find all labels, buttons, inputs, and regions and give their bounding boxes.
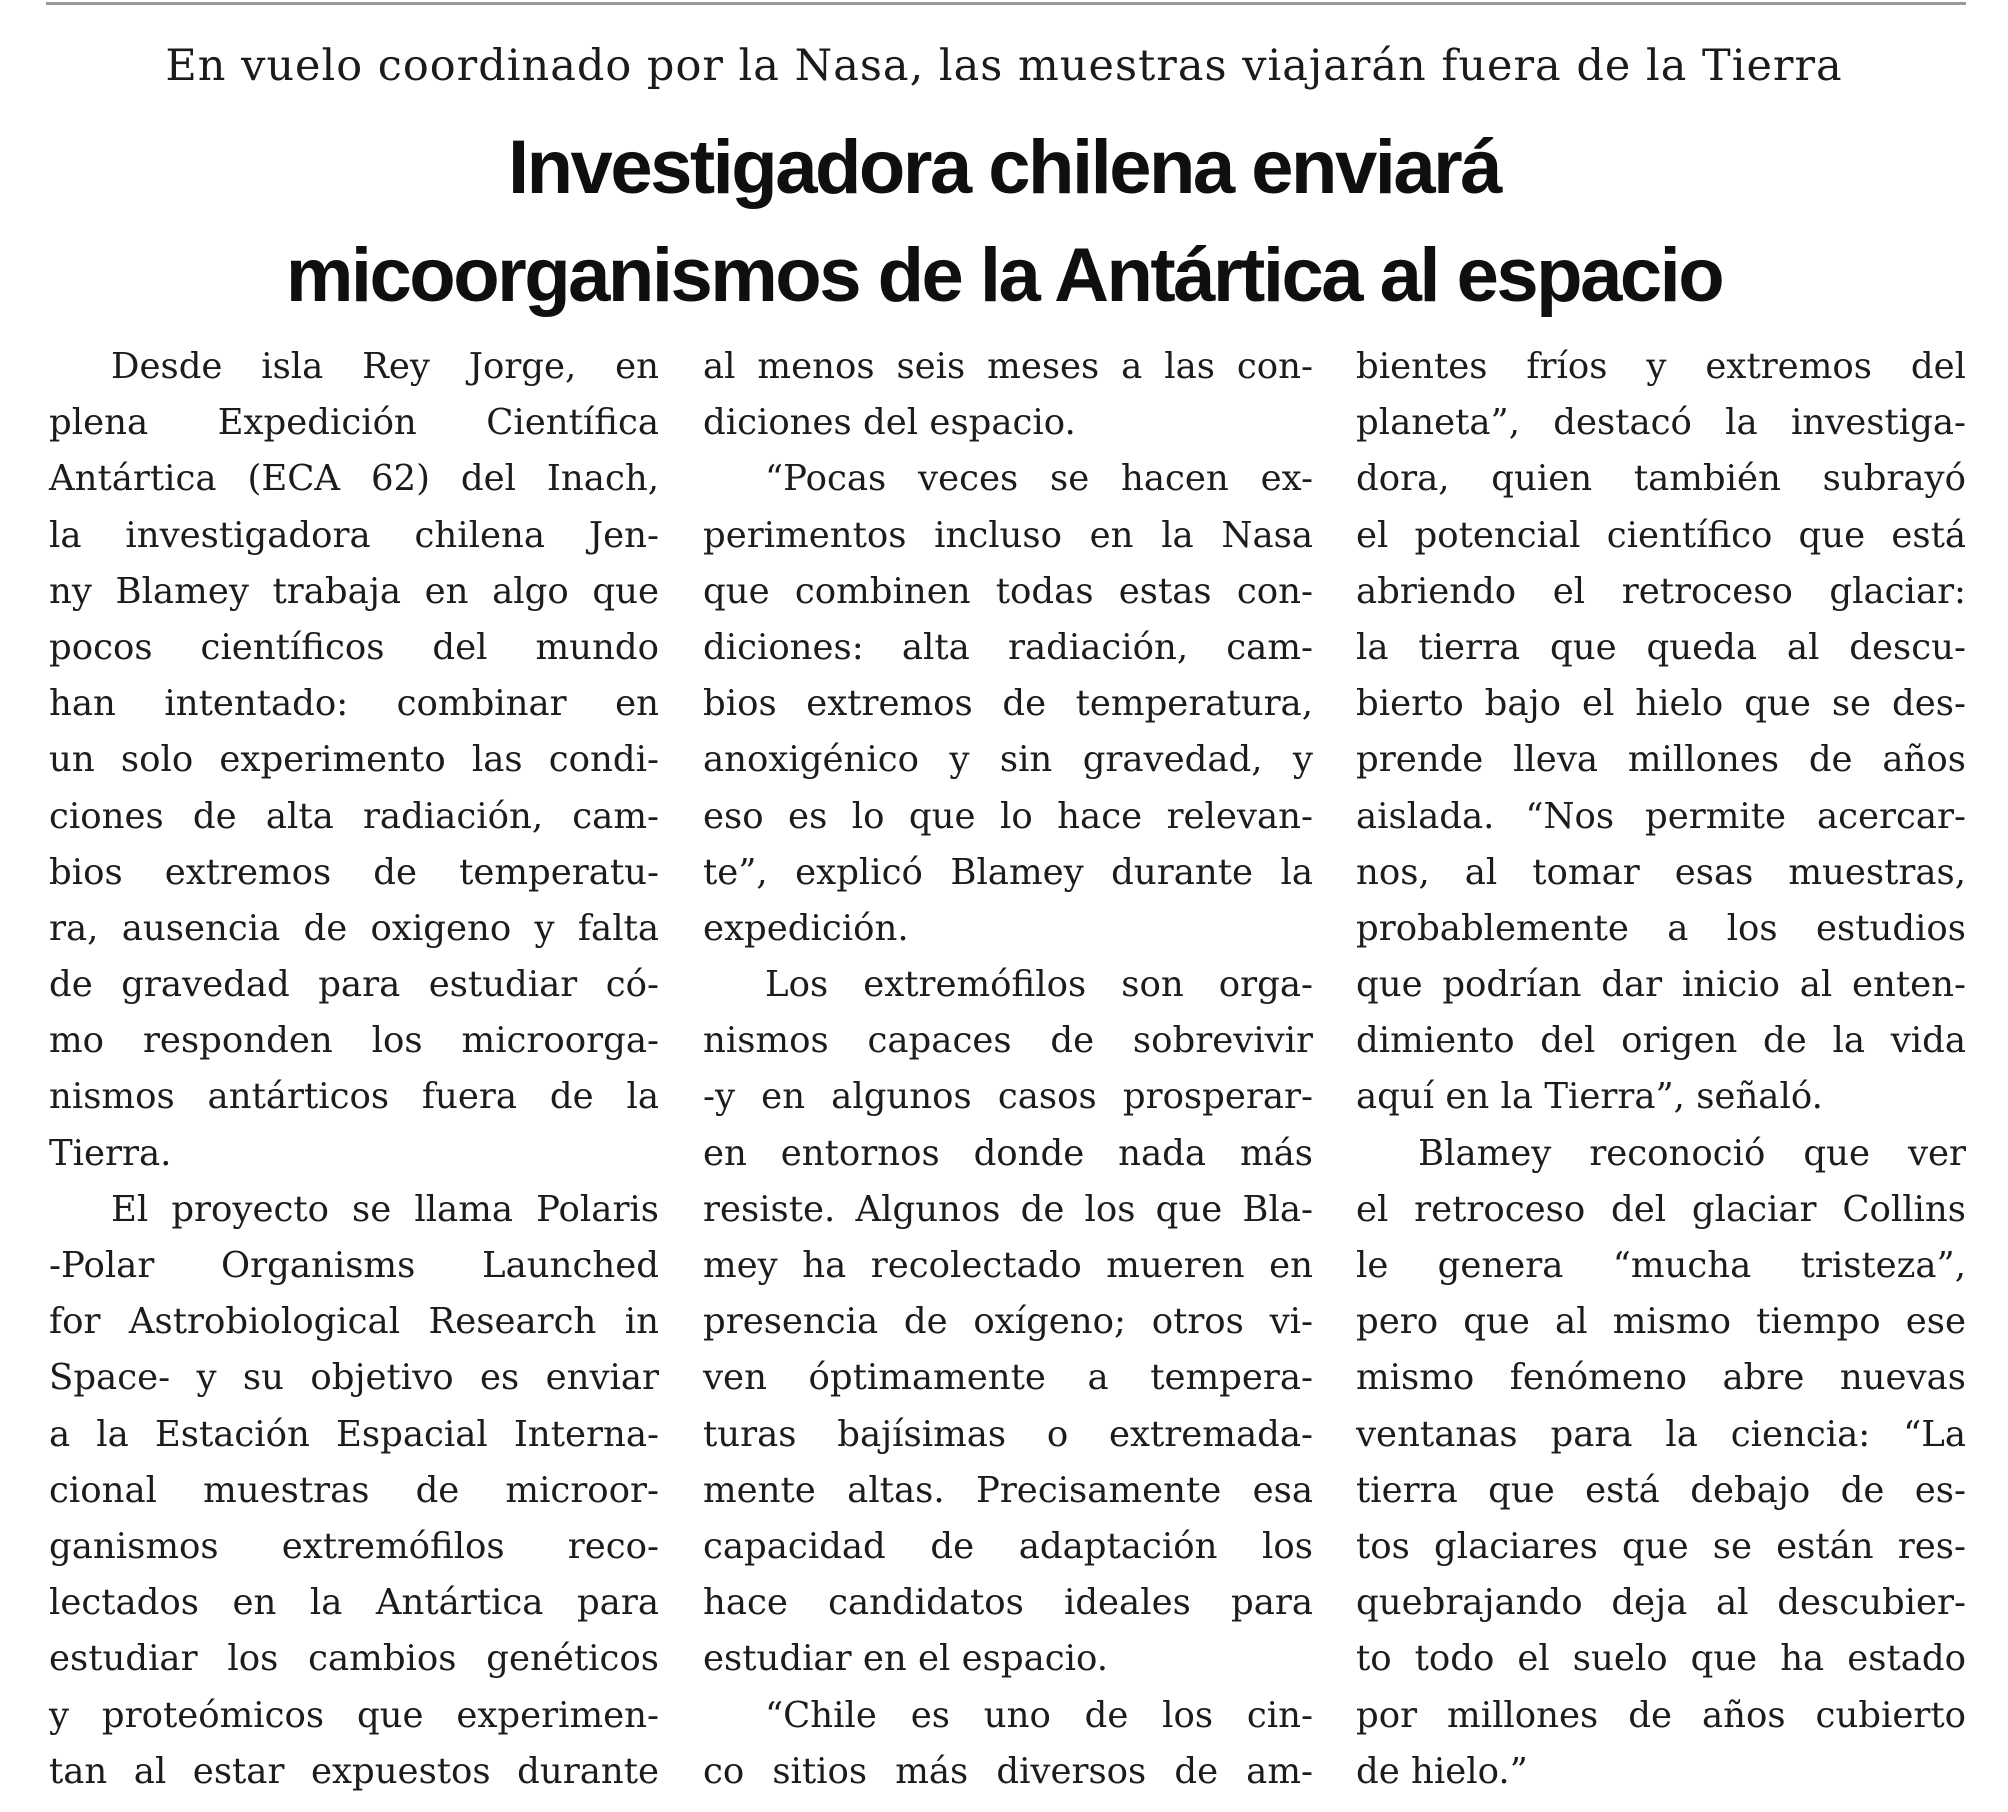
text-line: El proyecto se llama Polaris — [111, 1188, 659, 1230]
text-line: tan al estar expuestos durante — [49, 1750, 659, 1792]
text-line: que podrían dar inicio al enten- — [1356, 964, 1966, 1006]
text-line: bierto bajo el hielo que se des- — [1356, 683, 1966, 725]
text-line: plena Expedición Científica — [49, 402, 659, 444]
article-column-1 — [49, 339, 659, 1800]
text-line: el potencial científico que está — [1356, 514, 1966, 556]
text-line: “Chile es uno de los cin- — [765, 1694, 1313, 1736]
text-line: Blamey reconoció que ver — [1418, 1132, 1966, 1174]
text-line: estudiar los cambios genéticos — [49, 1638, 659, 1680]
text-line: probablemente a los estudios — [1356, 907, 1966, 949]
text-line: capacidad de adaptación los — [703, 1525, 1313, 1567]
text-line: nismos antárticos fuera de la — [49, 1076, 659, 1118]
text-line: for Astrobiological Research in — [49, 1301, 659, 1343]
text-line: estudiar en el espacio. — [703, 1638, 1109, 1680]
text-line: eso es lo que lo hace relevan- — [703, 795, 1313, 837]
text-line: pocos científicos del mundo — [49, 626, 659, 668]
text-line: por millones de años cubierto — [1356, 1694, 1966, 1736]
text-line: to todo el suelo que ha estado — [1356, 1638, 1966, 1680]
headline-line-1: Investigadora chilena enviará — [508, 125, 1500, 210]
text-line: ciones de alta radiación, cam- — [49, 795, 659, 837]
text-line: abriendo el retroceso glaciar: — [1356, 570, 1966, 612]
headline-line-2: micoorganismos de la Antártica al espacio — [285, 233, 1723, 318]
text-line: nos, al tomar esas muestras, — [1356, 851, 1966, 893]
text-line: aislada. “Nos permite acercar- — [1356, 795, 1966, 837]
text-line: a la Estación Espacial Interna- — [49, 1413, 659, 1455]
text-line: perimentos incluso en la Nasa — [703, 514, 1313, 556]
text-line: mismo fenómeno abre nuevas — [1356, 1357, 1966, 1399]
text-line: aquí en la Tierra”, señaló. — [1356, 1076, 1823, 1118]
text-line: han intentado: combinar en — [49, 683, 659, 725]
text-line: mey ha recolectado mueren en — [703, 1245, 1313, 1286]
text-line: de gravedad para estudiar có- — [49, 964, 659, 1006]
text-line: dora, quien también subrayó — [1356, 458, 1966, 500]
text-line: le genera “mucha tristeza”, — [1356, 1245, 1966, 1286]
text-line: lectados en la Antártica para — [49, 1582, 659, 1624]
text-line: planeta”, destacó la investiga- — [1356, 402, 1966, 444]
article-column-3 — [1356, 339, 1966, 1800]
text-line: te”, explicó Blamey durante la — [703, 851, 1313, 893]
text-line: tierra que está debajo de es- — [1356, 1469, 1966, 1511]
text-line: ventanas para la ciencia: “La — [1356, 1413, 1966, 1455]
text-line: y proteómicos que experimen- — [49, 1694, 659, 1736]
text-line: turas bajísimas o extremada- — [703, 1413, 1313, 1455]
text-line: en entornos donde nada más — [703, 1132, 1313, 1174]
text-line: quebrajando deja al descubier- — [1356, 1582, 1966, 1624]
article-headline — [0, 114, 2008, 330]
text-line: un solo experimento las condi- — [49, 739, 659, 781]
text-line: cional muestras de microor- — [49, 1469, 659, 1511]
text-line: Antártica (ECA 62) del Inach, — [49, 458, 659, 500]
text-line: que combinen todas estas con- — [703, 570, 1313, 612]
text-line: prende lleva millones de años — [1356, 739, 1966, 781]
text-line: co sitios más diversos de am- — [703, 1750, 1313, 1792]
text-line: mo responden los microorga- — [49, 1020, 659, 1062]
text-line: al menos seis meses a las con- — [703, 346, 1313, 387]
text-line: Los extremófilos son orga- — [765, 964, 1313, 1006]
article-kicker: En vuelo coordinado por la Nasa, las muestras viajarán fuera de la Tierra — [165, 41, 1843, 91]
text-line: resiste. Algunos de los que Bla- — [703, 1188, 1313, 1230]
text-line: expedición. — [703, 907, 909, 949]
text-line: Tierra. — [49, 1132, 172, 1174]
text-line: pero que al mismo tiempo ese — [1356, 1301, 1966, 1343]
text-line: bientes fríos y extremos del — [1356, 346, 1966, 387]
text-line: ven óptimamente a tempera- — [703, 1357, 1313, 1399]
text-line: tos glaciares que se están res- — [1356, 1525, 1966, 1567]
text-line: Space- y su objetivo es enviar — [49, 1357, 659, 1399]
text-line: Desde isla Rey Jorge, en — [111, 346, 659, 387]
text-line: ra, ausencia de oxigeno y falta — [49, 907, 659, 949]
text-line: nismos capaces de sobrevivir — [703, 1020, 1313, 1062]
text-line: diciones: alta radiación, cam- — [703, 626, 1313, 668]
text-line: “Pocas veces se hacen ex- — [765, 458, 1313, 500]
text-line: mente altas. Precisamente esa — [703, 1469, 1313, 1511]
text-line: diciones del espacio. — [703, 402, 1076, 444]
text-line: ny Blamey trabaja en algo que — [49, 570, 659, 612]
text-line: presencia de oxígeno; otros vi- — [703, 1301, 1313, 1343]
text-line: dimiento del origen de la vida — [1356, 1020, 1966, 1062]
article-column-2 — [703, 339, 1313, 1800]
text-line: anoxigénico y sin gravedad, y — [703, 739, 1313, 781]
text-line: la tierra que queda al descu- — [1356, 626, 1966, 668]
text-line: -y en algunos casos prosperar- — [703, 1076, 1313, 1118]
text-line: el retroceso del glaciar Collins — [1356, 1188, 1966, 1230]
text-line: la investigadora chilena Jen- — [49, 514, 659, 556]
text-line: de hielo.” — [1356, 1750, 1528, 1792]
text-line: bios extremos de temperatu- — [49, 851, 659, 893]
text-line: bios extremos de temperatura, — [703, 683, 1313, 725]
text-line: ganismos extremófilos reco- — [49, 1525, 659, 1567]
text-line: -Polar Organisms Launched — [49, 1245, 659, 1286]
top-rule — [46, 2, 1966, 5]
text-line: hace candidatos ideales para — [703, 1582, 1313, 1624]
